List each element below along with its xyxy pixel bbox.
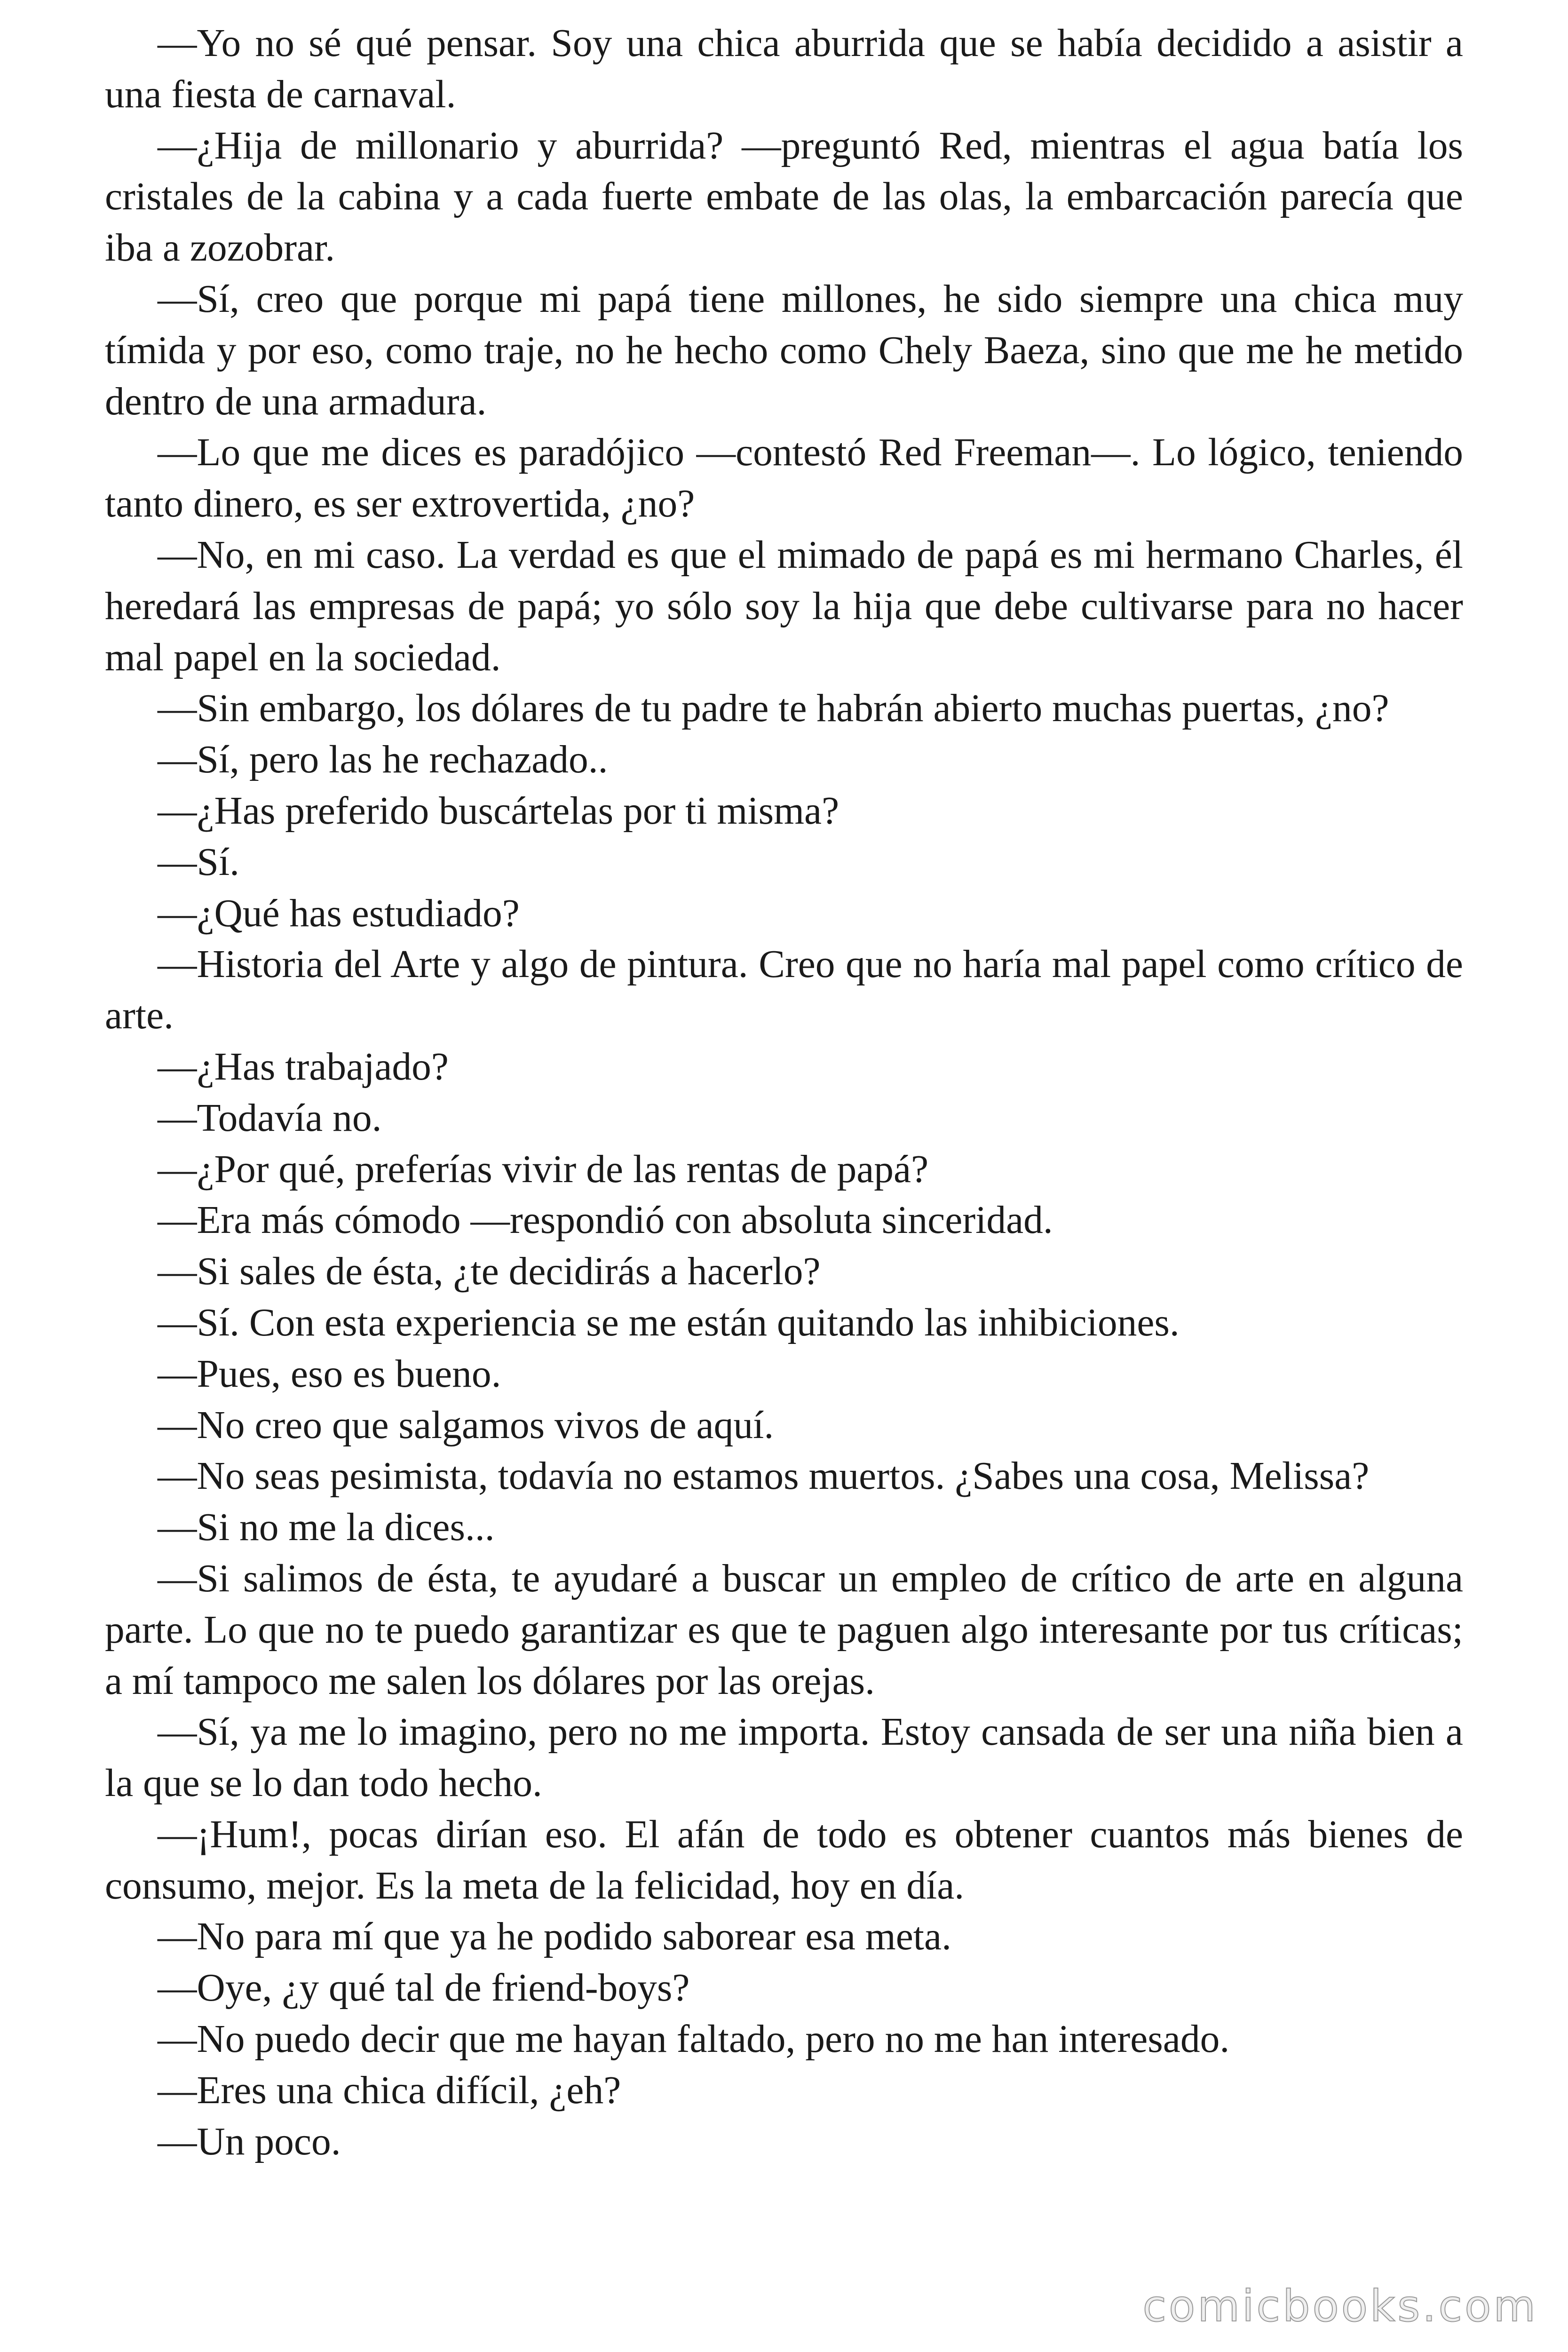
paragraph: —No seas pesimista, todavía no estamos muertos. ¿Sabes una cosa, Melissa? (158, 1454, 1370, 1498)
paragraph: —Todavía no. (158, 1096, 382, 1140)
paragraph: —¿Qué has estudiado? (158, 891, 520, 935)
paragraph: —Eres una chica difícil, ¿eh? (158, 2068, 621, 2112)
paragraph: —Era más cómodo —respondió con absoluta sinceridad. (158, 1199, 1053, 1242)
paragraph: —Sí, ya me lo imagino, pero no me importa. Estoy cansada de ser una niña bien a la que se lo dan todo hecho. (105, 1710, 1463, 1805)
paragraph: —Lo que me dices es paradójico —contestó Red Freeman—. Lo lógico, teniendo tanto dinero, es ser extrovertida, ¿no? (105, 431, 1463, 526)
paragraph: —Un poco. (158, 2120, 341, 2163)
paragraph: —No para mí que ya he podido saborear esa meta. (158, 1915, 951, 1959)
paragraph: —Pues, eso es bueno. (158, 1352, 501, 1396)
paragraph: —¿Has trabajado? (158, 1045, 449, 1089)
paragraph: —¡Hum!, pocas dirían eso. El afán de todo es obtener cuantos más bienes de consumo, mejor. Es la meta de la felicidad, hoy en día. (105, 1812, 1463, 1907)
paragraph: —No puedo decir que me hayan faltado, pero no me han interesado. (158, 2018, 1230, 2061)
paragraph: —Sí, creo que porque mi papá tiene millones, he sido siempre una chica muy tímida y por eso, como traje, no he hecho como Chely Baeza, sino que me he metido dentro de una armadura. (105, 277, 1463, 423)
paragraph: —Sin embargo, los dólares de tu padre te habrán abierto muchas puertas, ¿no? (158, 687, 1389, 731)
paragraph: —Sí. Con esta experiencia se me están quitando las inhibiciones. (158, 1301, 1180, 1344)
paragraph: —Si salimos de ésta, te ayudaré a buscar un empleo de crítico de arte en alguna parte. Lo que no te puedo garantizar es que te paguen algo interesante por tus críticas; a mí tampoco me salen los dólares por las orejas. (105, 1557, 1463, 1703)
watermark: comicbooks.com (1142, 2281, 1538, 2331)
paragraph: —Sí, pero las he rechazado.. (158, 738, 608, 782)
paragraph: —Si sales de ésta, ¿te decidirás a hacerlo? (158, 1250, 821, 1294)
paragraph: —Sí. (158, 840, 240, 884)
page-body (105, 18, 1463, 2167)
paragraph: —Yo no sé qué pensar. Soy una chica aburrida que se había decidido a asistir a una fiesta de carnaval. (105, 22, 1463, 116)
paragraph: —¿Hija de millonario y aburrida? —preguntó Red, mientras el agua batía los cristales de la cabina y a cada fuerte embate de las olas, la embarcación parecía que iba a zozobrar. (105, 124, 1463, 270)
paragraph: —¿Has preferido buscártelas por ti misma? (158, 789, 839, 833)
paragraph: —No creo que salgamos vivos de aquí. (158, 1403, 774, 1447)
paragraph: —No, en mi caso. La verdad es que el mimado de papá es mi hermano Charles, él heredará las empresas de papá; yo sólo soy la hija que debe cultivarse para no hacer mal papel en la sociedad. (105, 533, 1463, 679)
paragraph: —Oye, ¿y qué tal de friend-boys? (158, 1966, 690, 2010)
paragraph: —¿Por qué, preferías vivir de las rentas de papá? (158, 1147, 929, 1191)
paragraph: —Si no me la dices... (158, 1506, 495, 1549)
paragraph: —Historia del Arte y algo de pintura. Creo que no haría mal papel como crítico de arte. (105, 943, 1463, 1038)
